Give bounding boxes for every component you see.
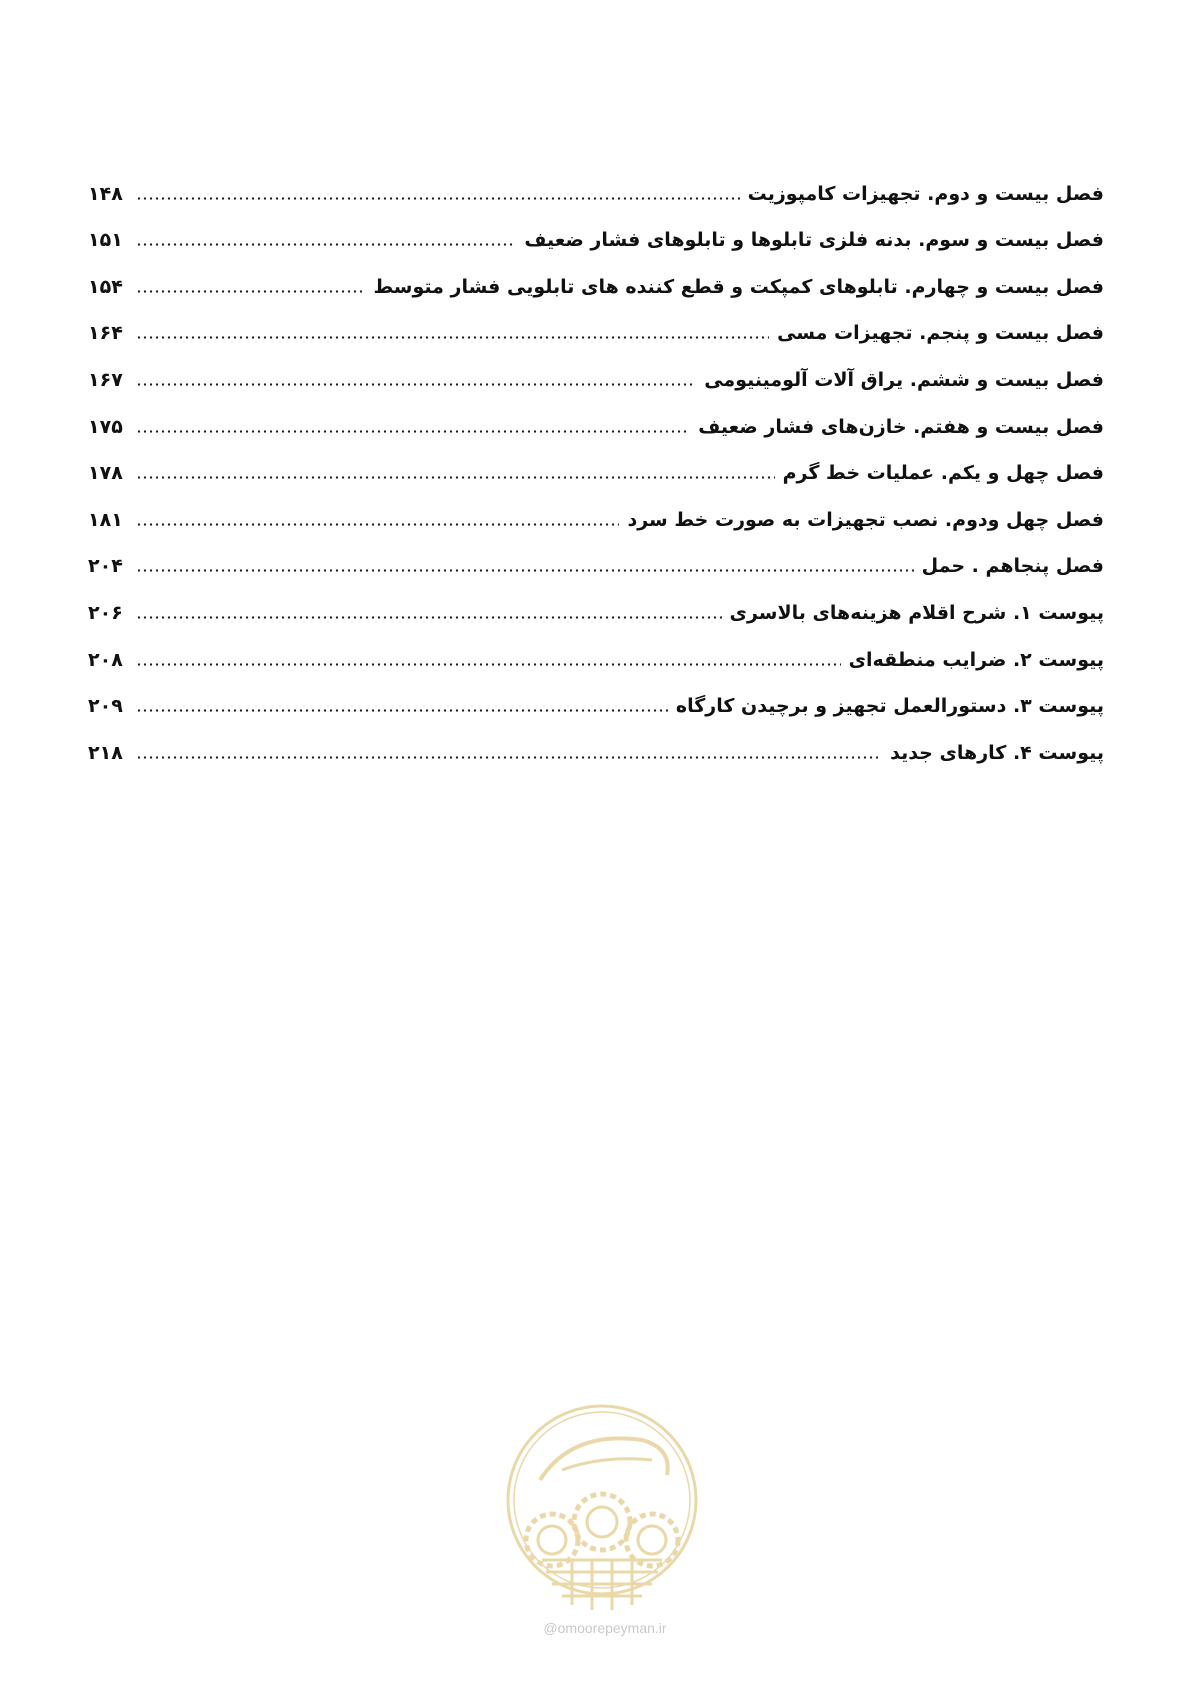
dot-leader bbox=[136, 616, 722, 619]
toc-entry-page: ۱۵۴ bbox=[88, 275, 123, 298]
toc-entry-title: فصل بیست و ششم. یراق آلات آلومینیومی bbox=[704, 368, 1104, 391]
toc-entry-title: فصل بیست و پنجم. تجهیزات مسی bbox=[777, 322, 1104, 345]
dot-leader bbox=[136, 709, 668, 712]
toc-entry-page: ۱۶۴ bbox=[88, 322, 123, 345]
toc-entry-page: ۲۰۹ bbox=[88, 695, 123, 718]
dot-leader bbox=[136, 756, 882, 759]
dot-leader bbox=[136, 290, 365, 293]
toc-entry-title: پیوست ۲. ضرایب منطقه‌ای bbox=[848, 648, 1104, 671]
dot-leader bbox=[136, 336, 769, 339]
dot-leader bbox=[136, 663, 841, 666]
toc-entry-page: ۱۷۸ bbox=[88, 462, 123, 485]
toc-entry-page: ۱۴۸ bbox=[88, 182, 123, 205]
toc-entry[interactable] bbox=[88, 530, 1104, 577]
toc-entry-title: فصل چهل ودوم. نصب تجهیزات به صورت خط سرد bbox=[627, 508, 1104, 531]
watermark-logo-icon bbox=[502, 1400, 702, 1615]
toc-entry-page: ۱۶۷ bbox=[88, 368, 123, 391]
toc-entry[interactable] bbox=[88, 437, 1104, 484]
toc-entry[interactable] bbox=[88, 390, 1104, 437]
toc-entry[interactable] bbox=[88, 483, 1104, 530]
toc-entry-title: فصل بیست و دوم. تجهیزات کامپوزیت bbox=[747, 182, 1104, 205]
toc-entry-page: ۱۵۱ bbox=[88, 229, 123, 252]
toc-entry-page: ۲۰۸ bbox=[88, 648, 123, 671]
watermark-url: @omoorepeyman.ir bbox=[543, 1620, 667, 1636]
toc-entry-page: ۲۰۶ bbox=[88, 601, 123, 624]
toc-entry-title: فصل بیست و هفتم. خازن‌های فشار ضعیف bbox=[698, 415, 1104, 438]
toc-entry[interactable] bbox=[88, 670, 1104, 717]
dot-leader bbox=[136, 197, 740, 200]
toc-entry-title: فصل بیست و چهارم. تابلوهای کمپکت و قطع کننده های تابلویی فشار متوسط bbox=[373, 275, 1104, 298]
toc-entry-title: فصل چهل و یکم. عملیات خط گرم bbox=[782, 462, 1104, 485]
dot-leader bbox=[136, 476, 775, 479]
toc-entry[interactable] bbox=[88, 157, 1104, 204]
toc-entry-title: فصل پنجاهم . حمل bbox=[921, 555, 1104, 578]
dot-leader bbox=[136, 430, 690, 433]
dot-leader bbox=[136, 569, 914, 572]
dot-leader bbox=[136, 243, 516, 246]
toc-entry-page: ۲۱۸ bbox=[88, 741, 123, 764]
toc-entry[interactable] bbox=[88, 576, 1104, 623]
toc-entry[interactable] bbox=[88, 204, 1104, 251]
table-of-contents bbox=[88, 157, 1104, 763]
toc-entry-title: پیوست ۱. شرح اقلام هزینه‌های بالاسری bbox=[729, 601, 1104, 624]
dot-leader bbox=[136, 383, 696, 386]
toc-entry-page: ۱۷۵ bbox=[88, 415, 123, 438]
toc-entry-title: فصل بیست و سوم. بدنه فلزی تابلوها و تابلوهای فشار ضعیف bbox=[524, 229, 1104, 252]
toc-entry[interactable] bbox=[88, 297, 1104, 344]
toc-entry-title: پیوست ۴. کارهای جدید bbox=[890, 741, 1104, 764]
dot-leader bbox=[136, 523, 619, 526]
toc-entry[interactable] bbox=[88, 716, 1104, 763]
toc-entry-title: پیوست ۳. دستورالعمل تجهیز و برچیدن کارگاه bbox=[675, 695, 1104, 718]
toc-entry-page: ۱۸۱ bbox=[88, 508, 123, 531]
toc-entry[interactable] bbox=[88, 623, 1104, 670]
toc-entry-page: ۲۰۴ bbox=[88, 555, 123, 578]
toc-entry[interactable] bbox=[88, 250, 1104, 297]
toc-entry[interactable] bbox=[88, 343, 1104, 390]
